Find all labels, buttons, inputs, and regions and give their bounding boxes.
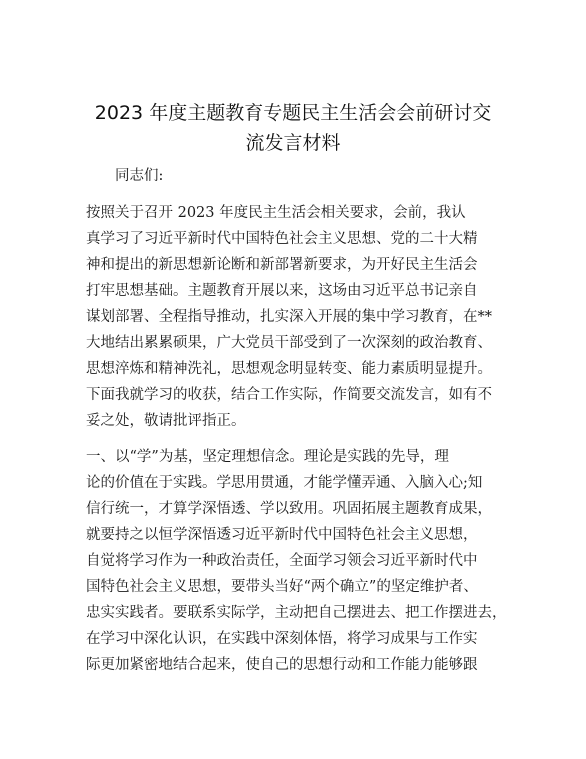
paragraph-line: 打牢思想基础。主题教育开展以来，这场由习近平总书记亲自 [86, 283, 478, 299]
paragraph-line: 谋划部署、全程指导推动，扎实深入开展的集中学习教育，在** [86, 309, 492, 325]
paragraph-line: 按照关于召开 2023 年度民主生活会相关要求，会前，我认 [86, 205, 466, 221]
paragraph-line: 信行统一，才算学深悟透、学以致用。巩固拓展主题教育成果， [86, 501, 492, 517]
paragraph-line: 忠实实践者。要联系实际学，主动把自己摆进去、把工作摆进去， [86, 605, 507, 621]
paragraph-line: 真学习了习近平新时代中国特色社会主义思想、党的二十大精 [86, 231, 478, 247]
title-line: 2023 年度主题教育专题民主生活会会前研讨交 [94, 102, 492, 124]
paragraph-intro [86, 200, 506, 434]
paragraph-line: 际更加紧密地结合起来，使自己的思想行动和工作能力能够跟 [86, 657, 478, 673]
title-line: 流发言材料 [245, 132, 341, 154]
paragraph-line: 论的价值在于实践。学思用贯通，才能学懂弄通、入脑入心;知 [86, 475, 483, 491]
paragraph-line: 下面我就学习的收获，结合工作实际，作简要交流发言，如有不 [86, 387, 492, 403]
paragraph-line: 就要持之以恒学深悟透习近平新时代中国特色社会主义思想， [86, 527, 478, 543]
paragraph-line: 思想淬炼和精神洗礼，思想观念明显转变、能力素质明显提升。 [86, 361, 492, 377]
paragraph-line: 国特色社会主义思想，要带头当好“两个确立”的坚定维护者、 [86, 579, 478, 595]
paragraph-line: 在学习中深化认识，在实践中深刻体悟，将学习成果与工作实 [86, 631, 478, 647]
paragraph-section-one [86, 444, 506, 678]
paragraph-line: 一、以“学”为基，坚定理想信念。理论是实践的先导，理 [86, 449, 449, 465]
document-title [80, 98, 506, 158]
paragraph-line: 妥之处，敬请批评指正。 [86, 413, 246, 429]
paragraph-line: 大地结出累累硕果，广大党员干部受到了一次深刻的政治教育、 [86, 335, 492, 351]
paragraph-line: 自觉将学习作为一种政治责任，全面学习领会习近平新时代中 [86, 553, 478, 569]
salutation: 同志们: [115, 168, 164, 184]
paragraph-line: 神和提出的新思想新论断和新部署新要求，为开好民主生活会 [86, 257, 478, 273]
